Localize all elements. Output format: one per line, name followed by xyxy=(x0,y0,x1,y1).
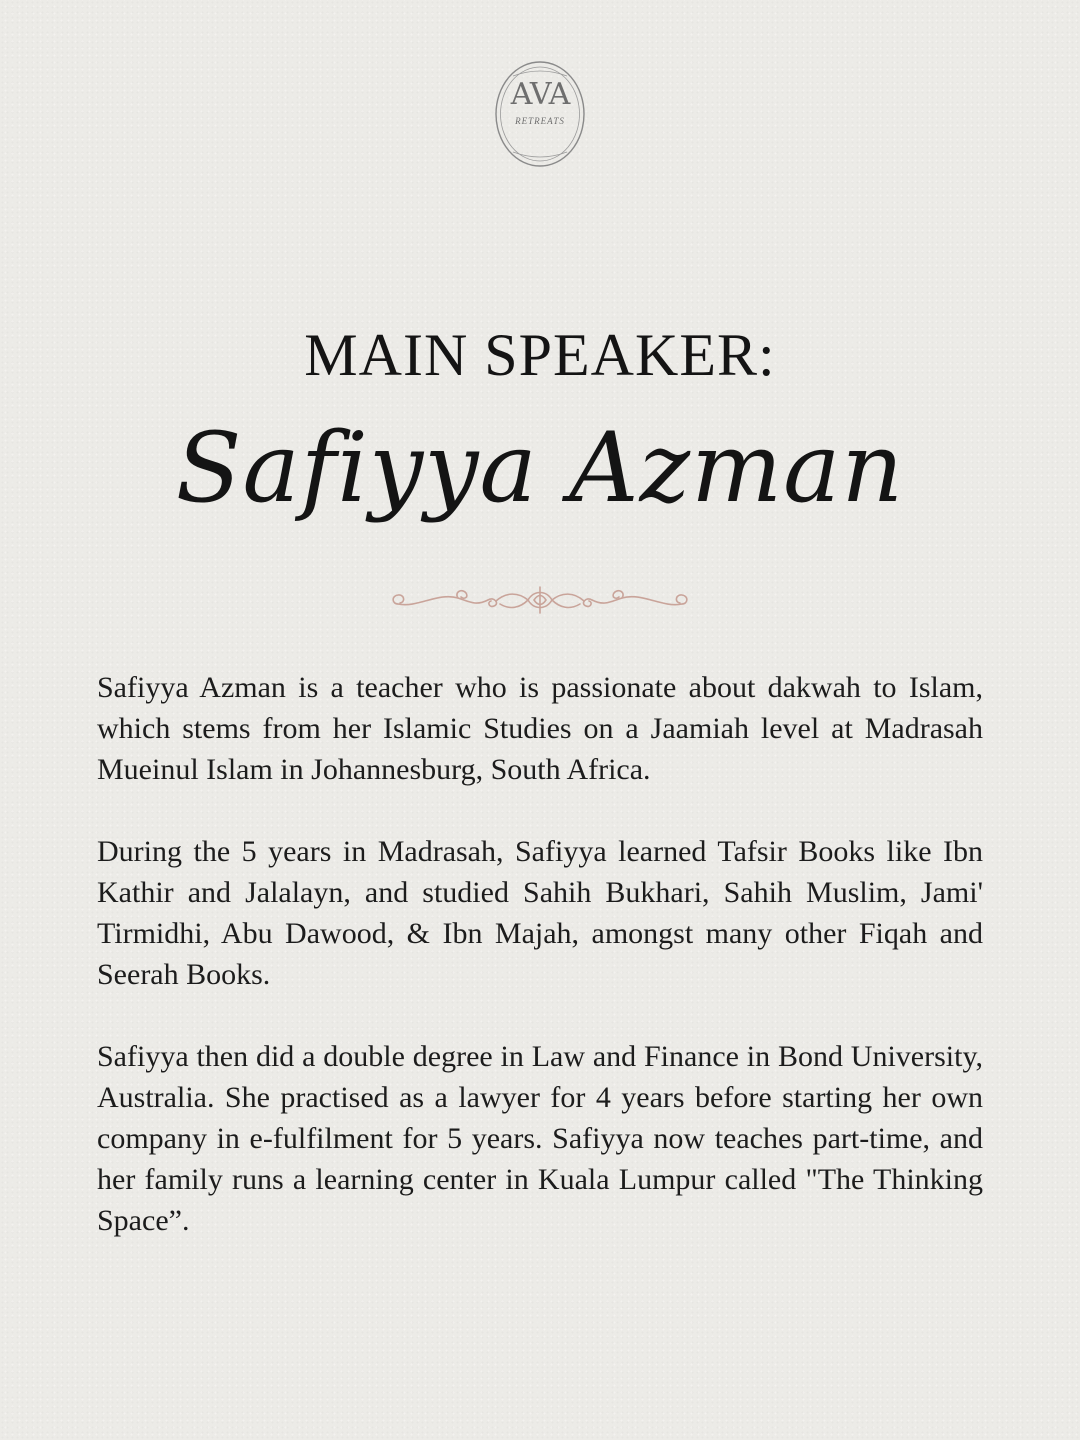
logo-subtitle: RETREATS xyxy=(515,116,565,126)
bio-paragraph-2: During the 5 years in Madrasah, Safiyya learned Tafsir Books like Ibn Kathir and Jalalayn, and studied Sahih Bukhari, Sahih Muslim, Jami' Tirmidhi, Abu Dawood, & Ibn Majah, amongst many other Fiqah and Seerah Books. xyxy=(97,835,983,991)
speaker-name: Safiyya Azman xyxy=(175,412,905,524)
logo-mark: AVA xyxy=(510,77,570,112)
bio-paragraph-3: Safiyya then did a double degree in Law and Finance in Bond University, Australia. She practised as a lawyer for 4 years before starting her own company in e-fulfilment for 5 years. Safiyya now teaches part-time, and her family runs a learning center in Kuala Lumpur called "The Thinking Space”. xyxy=(97,1040,983,1237)
bio-paragraph-1: Safiyya Azman is a teacher who is passionate about dakwah to Islam, which stems from her Islamic Studies on a Jaamiah level at Madrasah Mueinul Islam in Johannesburg, South Africa. xyxy=(97,671,983,786)
ava-retreats-logo xyxy=(493,58,587,170)
page-title: MAIN SPEAKER: xyxy=(304,322,776,388)
logo-frame-icon xyxy=(493,58,587,170)
speaker-bio xyxy=(97,667,983,1282)
flourish-divider-icon xyxy=(388,578,692,622)
